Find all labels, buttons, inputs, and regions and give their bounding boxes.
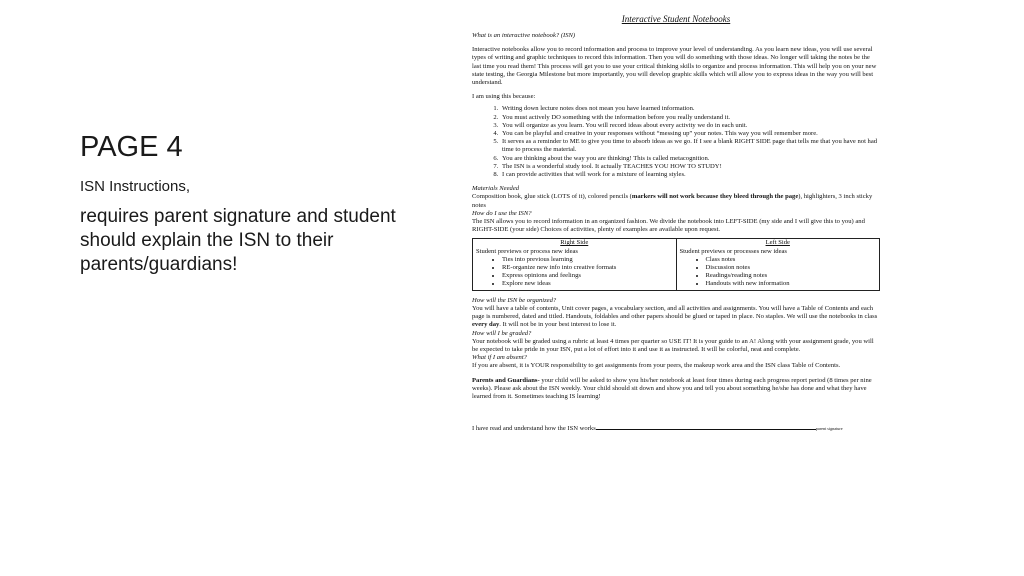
list-item: • Explore new ideas bbox=[502, 280, 673, 288]
list-item: • Express opinions and feelings bbox=[502, 272, 673, 280]
question-what-is-isn: What is an interactive notebook? (ISN) bbox=[472, 32, 576, 39]
page-title: PAGE 4 bbox=[80, 131, 183, 163]
organized-heading: How will the ISN be organized? bbox=[472, 296, 557, 304]
list-item: 6. You are thinking about the way you are thinking! This is called metacognition. bbox=[500, 155, 880, 163]
absent-paragraph: If you are absent, it is YOUR responsibility to get assignments from your peers, the makeup work area and the ISN class Table of Contents. bbox=[472, 362, 841, 370]
list-item: 2. You must actively DO something with the information before you really understand it. bbox=[500, 114, 880, 122]
right-side-list bbox=[476, 256, 673, 289]
list-item: 3. You will organize as you learn. You will record ideas about every activity we do in each unit. bbox=[500, 122, 880, 130]
intro-paragraph: Interactive notebooks allow you to record information and process to improve your level of understanding. As you learn new ideas, you will use several types of writing and graphic techniques to record this information. Then you will do something with those ideas. No longer will taking the notes be the last time you read them! This process will get you to use your critical thinking skills to organize and process information. This will help you on your new state testing, the Georgia Milestone but more importantly, you will develop graphic skills which will allow you to express ideas in the way you will best understand. bbox=[472, 46, 877, 87]
list-item: • RE-organize new info into creative formats bbox=[502, 264, 673, 272]
signature-line bbox=[596, 423, 816, 430]
sides-table bbox=[472, 238, 880, 290]
parents-paragraph bbox=[472, 377, 880, 402]
list-item: • Readings/reading notes bbox=[706, 272, 877, 280]
isn-document bbox=[472, 14, 880, 433]
document-title: Interactive Student Notebooks bbox=[621, 14, 731, 24]
using-heading: I am using this because: bbox=[472, 93, 536, 101]
left-side-cell bbox=[676, 239, 880, 290]
right-side-heading: Right Side bbox=[560, 239, 589, 247]
parents-heading: Parents and Guardians- bbox=[472, 376, 540, 384]
signature-label: parent signature bbox=[815, 426, 843, 432]
parents-text: your child will be asked to show you his/her notebook at least four times during each progress report period (8 times per nine weeks). Please ask about the ISN weekly. Your child should sit down and show you and tell you about something he/she has done and what they have learned from it. Sometimes teaching IS learning! bbox=[472, 376, 872, 400]
signature-statement: I have read and understand how the ISN works bbox=[472, 425, 596, 433]
list-item: • Ties into previous learning bbox=[502, 256, 673, 264]
left-side-heading: Left Side bbox=[765, 239, 790, 247]
organized-text: You will have a table of contents, Unit cover pages, a vocabulary section, and all activities and assignments. You will have a Table of Contents and each page is numbered, dated and titled. Handouts, foldables and other papers should be glued or taped in place. No staples. We will use the notebooks in class bbox=[472, 304, 878, 321]
list-item: 1. Writing down lecture notes does not mean you have learned information. bbox=[500, 105, 880, 113]
materials-warning: markers will not work because they bleed through the page bbox=[631, 193, 799, 201]
list-item: • Handouts with new information bbox=[706, 280, 877, 288]
materials-heading: Materials Needed bbox=[472, 185, 520, 193]
signature-row bbox=[472, 423, 880, 433]
materials-paragraph bbox=[472, 193, 880, 209]
reasons-list bbox=[472, 105, 880, 179]
organized-paragraph bbox=[472, 305, 880, 330]
how-use-paragraph: The ISN allows you to record information in an organized fashion. We divide the notebook into LEFT-SIDE (my side and I will give this to you) and RIGHT-SIDE (your side) Choices of activities, plenty of examples are available upon request. bbox=[472, 218, 865, 234]
organized-emphasis: every day bbox=[472, 321, 500, 329]
list-item: • Class notes bbox=[706, 256, 877, 264]
list-item: 8. I can provide activities that will work for a mixture of learning styles. bbox=[500, 171, 880, 179]
left-side-desc: Student previews or processes new ideas bbox=[679, 247, 787, 255]
list-item: 7. The ISN is a wonderful study tool. It actually TEACHES YOU HOW TO STUDY! bbox=[500, 163, 880, 171]
graded-paragraph: Your notebook will be graded using a rubric at least 4 times per quarter so USE IT! It is your guide to an A! Along with your assignment grade, you will be expected to take pride in your ISN, put a lot of effort into it and use it as instructed. It will be colorful, neat and complete. bbox=[472, 337, 874, 353]
materials-text-end: ), highlighters, 3 inch sticky notes bbox=[472, 193, 873, 209]
list-item: • Discussion notes bbox=[706, 264, 877, 272]
list-item: 5. It serves as a reminder to ME to give you time to absorb ideas as we go. If I see a blank RIGHT SIDE page that tells me that you have not had time to process the material. bbox=[500, 138, 880, 154]
slide-subtitle: ISN Instructions, bbox=[80, 178, 191, 195]
how-use-heading: How do I use the ISN? bbox=[472, 209, 532, 217]
right-side-desc: Student previews or process new ideas bbox=[476, 247, 578, 255]
left-side-list bbox=[680, 256, 877, 289]
list-item: 4. You can be playful and creative in your responses without “messing up” your notes. This way you will remember more. bbox=[500, 130, 880, 138]
graded-heading: How will I be graded? bbox=[472, 329, 532, 337]
organized-text-end: . It will not be in your best interest to lose it. bbox=[499, 321, 617, 329]
materials-text: Composition book, glue stick (LOTS of it), colored pencils ( bbox=[472, 193, 632, 201]
right-side-cell bbox=[473, 239, 677, 290]
absent-heading: What if I am absent? bbox=[472, 354, 527, 362]
slide-body-text: requires parent signature and student should explain the ISN to their parents/guardians! bbox=[80, 206, 396, 275]
